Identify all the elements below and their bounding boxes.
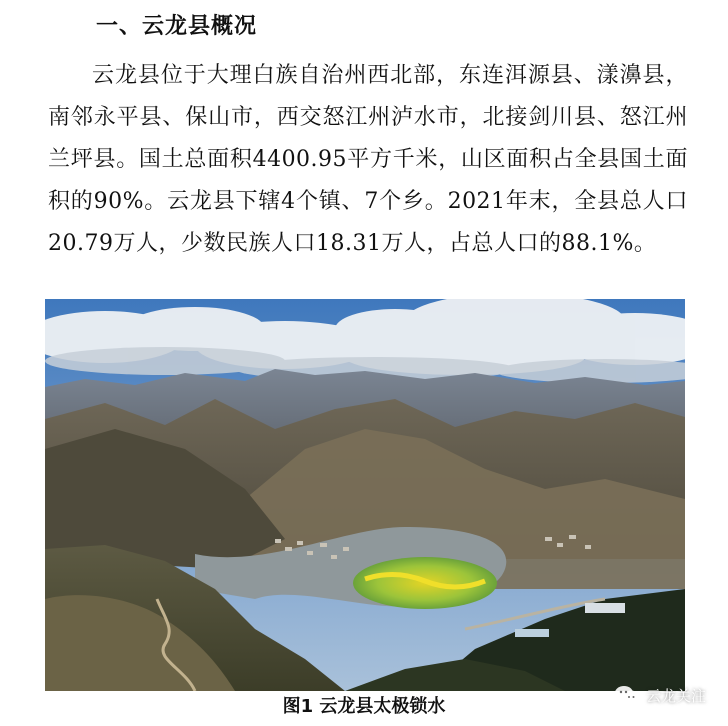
wechat-watermark — [614, 684, 706, 706]
overview-paragraph: 云龙县位于大理白族自治州西北部，东连洱源县、漾濞县，南邻永平县、保山市，西交怒江州泸水市，北接剑川县、怒江州兰坪县。国土总面积4400.95平方千米，山区面积占全县国土面积的90%。云龙县下辖4个镇、7个乡。2021年末，全县总人口20.79万人，少数民族人口18.31万人，占总人口的88.1%。 — [48, 63, 688, 256]
section-heading: 一、云龙县概况 — [96, 14, 258, 39]
wechat-icon — [614, 684, 640, 706]
watermark-label: 云龙关注 — [645, 686, 706, 705]
landscape-photo — [45, 299, 685, 691]
figure-caption: 图1 云龙县太极锁水 — [282, 696, 446, 717]
